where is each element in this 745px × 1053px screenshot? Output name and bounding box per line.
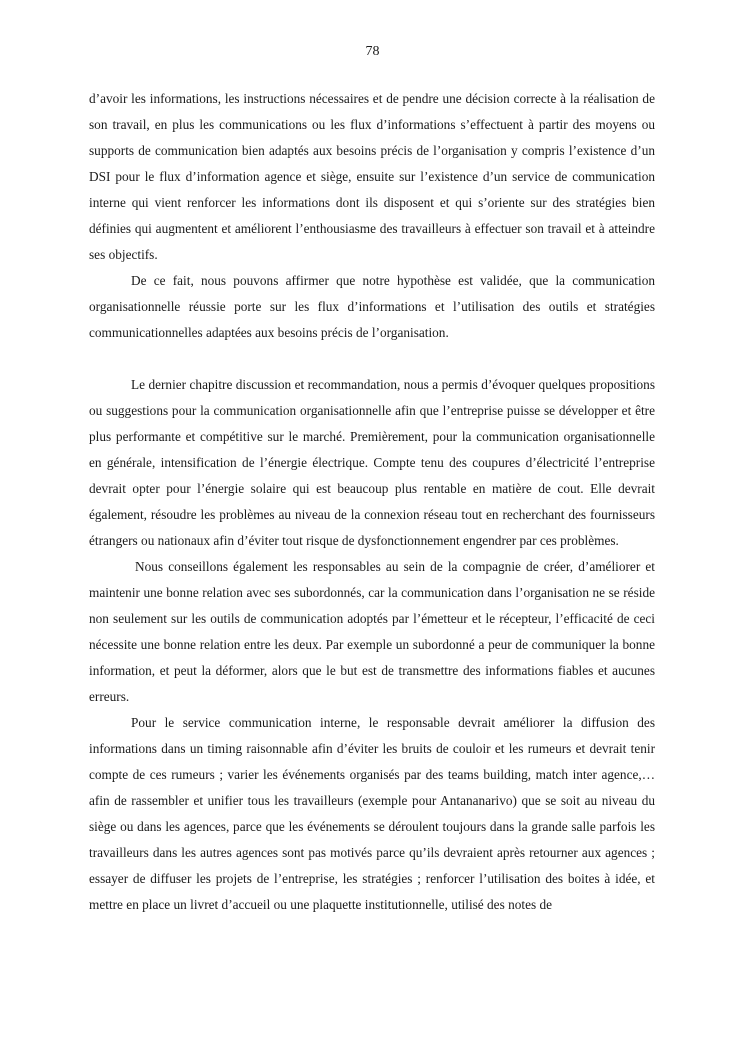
paragraph-continuation: d’avoir les informations, les instructions nécessaires et de pendre une décision correcte à la réalisation de son travail, en plus les communications ou les flux d’informations s’effectuent à partir des moyens ou supports de communication bien adaptés aux besoins précis de l’organisation y compris l’existence d’un DSI pour le flux d’information agence et siège, ensuite sur l’existence d’un service de communication interne qui vient renforcer les informations dont ils disposent et qui s’oriente sur des stratégies bien définies qui augmentent et améliorent l’enthousiasme des travailleurs à effectuer son travail et à atteindre ses objectifs. bbox=[89, 91, 655, 262]
page-number: 78 bbox=[365, 44, 380, 59]
paragraph-last-chapter: Le dernier chapitre discussion et recommandation, nous a permis d’évoquer quelques propositions ou suggestions pour la communication organisationnelle afin que l’entreprise puisse se développer et être plus performante et compétitive sur le marché. Premièrement, pour la communication organisationnelle en générale, intensification de l’énergie électrique. Compte tenu des coupures d’électricité l’entreprise devrait opter pour l’énergie solaire qui est beaucoup plus rentable en matière de cout. Elle devrait également, résoudre les problèmes au niveau de la connexion réseau tout en recherchant des fournisseurs étrangers ou nationaux afin d’éviter tout risque de dysfonctionnement engendrer par ces problèmes. bbox=[89, 377, 655, 548]
paragraph-hypothesis: De ce fait, nous pouvons affirmer que notre hypothèse est validée, que la communication organisationnelle réussie porte sur les flux d’informations et l’utilisation des outils et stratégies communicationnelles adaptées aux besoins précis de l’organisation. bbox=[89, 273, 655, 340]
paragraph-internal-communication: Pour le service communication interne, le responsable devrait améliorer la diffusion des informations dans un timing raisonnable afin d’éviter les bruits de couloir et les rumeurs et devrait tenir compte de ces rumeurs ; varier les événements organisés par des teams building, match inter agence,… afin de rassembler et unifier tous les travailleurs (exemple pour Antananarivo) que se soit au niveau du siège ou dans les agences, parce que les événements se déroulent toujours dans la grande salle parfois les travailleurs dans les autres agences sont pas motivés parce qu’ils devraient après retourner aux agences ; essayer de diffuser les projets de l’entreprise, les stratégies ; renforcer l’utilisation des boites à idée, et mettre en place un livret d’accueil ou une plaquette institutionnelle, utilisé des notes de bbox=[89, 715, 655, 912]
body-text bbox=[89, 86, 655, 918]
paragraph-relations: Nous conseillons également les responsables au sein de la compagnie de créer, d’améliorer et maintenir une bonne relation avec ses subordonnés, car la communication dans l’organisation ne se réside non seulement sur les outils de communication adoptés par l’émetteur et le récepteur, l’efficacité de ceci nécessite une bonne relation entre les deux. Par exemple un subordonné a peur de communiquer la bonne information, et peut la déformer, alors que le but est de transmettre des informations fiables et aucunes erreurs. bbox=[89, 559, 655, 704]
